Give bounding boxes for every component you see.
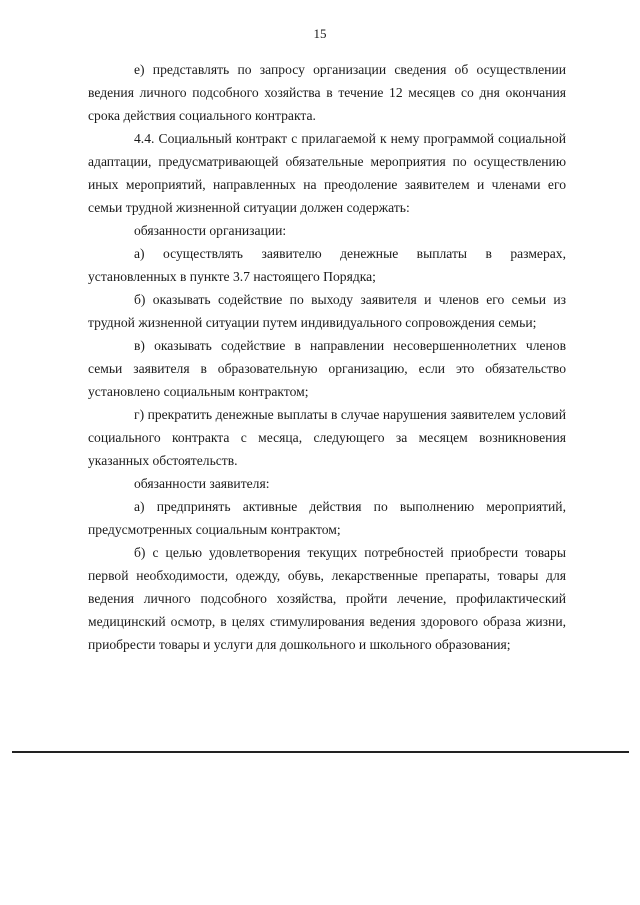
heading-organization-obligations: обязанности организации: [134,223,287,238]
paragraph-g-org-stop-payments: г) прекратить денежные выплаты в случае нарушения заявителем условий социального контракта с месяца, следующего за месяцем возникновения указанных обстоятельств. [88,407,566,468]
page-number: 15 [313,26,327,41]
paragraph-e-provide-info: е) представлять по запросу организации сведения об осуществлении ведения личного подсобного хозяйства в течение 12 месяцев со дня окончания срока действия социального контракта. [88,62,566,123]
paragraph-b-org-support: б) оказывать содействие по выходу заявителя и членов его семьи из трудной жизненной ситуации путем индивидуального сопровождения семьи; [88,292,566,330]
paragraph-a-applicant-actions: а) предпринять активные действия по выполнению мероприятий, предусмотренных социальным контрактом; [88,499,566,537]
paragraph-a-org-payments: а) осуществлять заявителю денежные выплаты в размерах, установленных в пункте 3.7 настоящего Порядка; [88,246,566,284]
paragraph-4-4-contract-contents: 4.4. Социальный контракт с прилагаемой к нему программой социальной адаптации, предусматривающей обязательные мероприятия по осуществлению иных мероприятий, направленных на преодоление заявителем и членами его семьи трудной жизненной ситуации должен содержать: [88,131,566,215]
page-divider [12,751,629,753]
heading-applicant-obligations: обязанности заявителя: [134,476,270,491]
paragraph-b-applicant-purchases: б) с целью удовлетворения текущих потребностей приобрести товары первой необходимости, одежду, обувь, лекарственные препараты, товары для ведения личного подсобного хозяйства, пройти лечение, профилактический медицинский осмотр, в целях стимулирования ведения здорового образа жизни, приобрести товары и услуги для дошкольного и школьного образования; [88,545,566,652]
document-body [88,58,566,656]
paragraph-v-org-education: в) оказывать содействие в направлении несовершеннолетних членов семьи заявителя в образовательную организацию, если это обязательство установлено социальным контрактом; [88,338,566,399]
